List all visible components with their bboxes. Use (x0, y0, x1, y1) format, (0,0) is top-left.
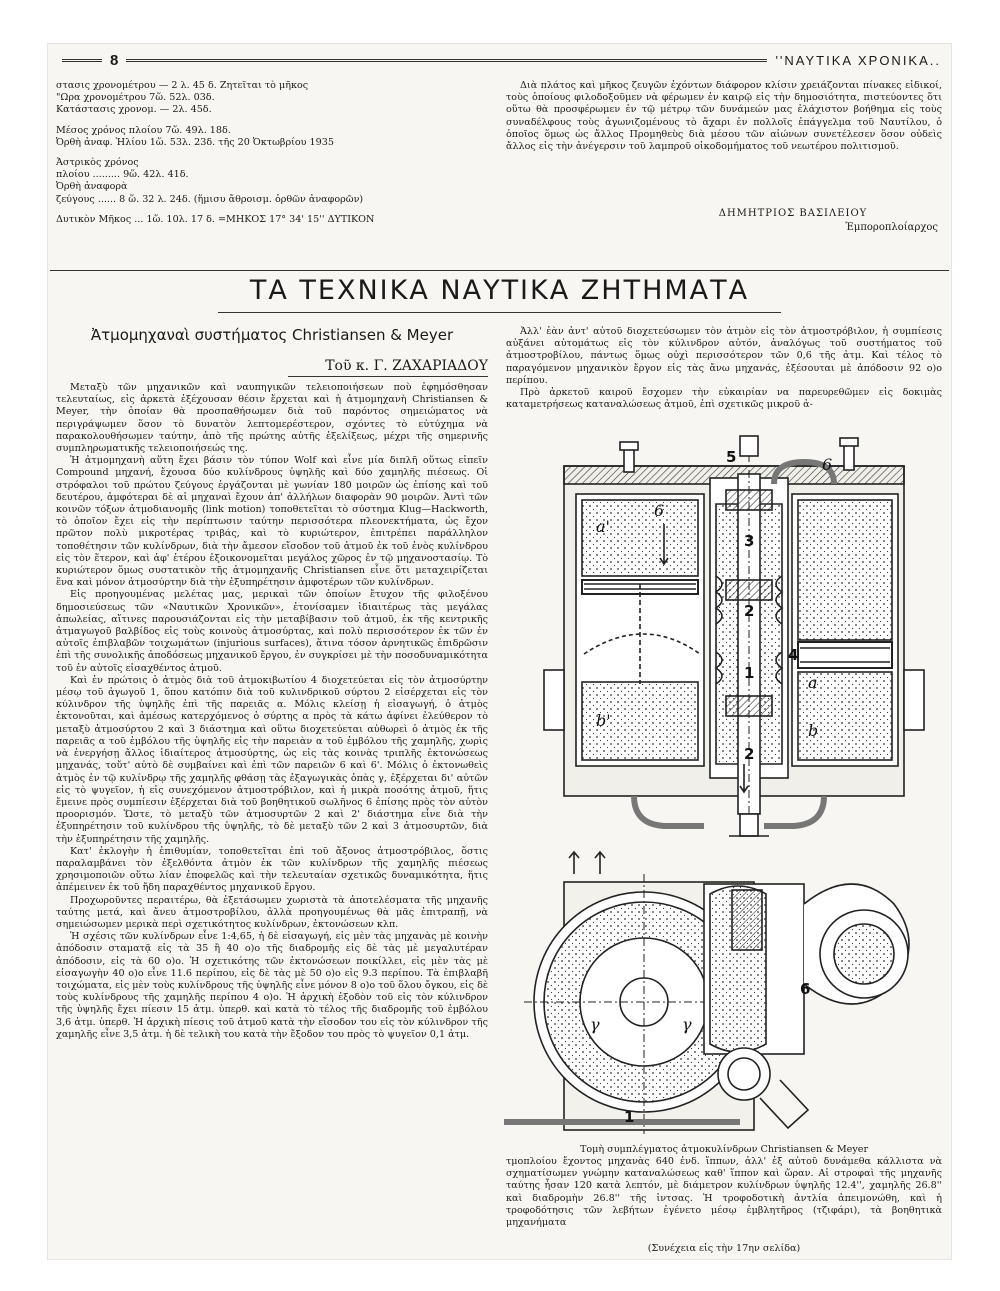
signature-name: ΔΗΜΗΤΡΙΟΣ ΒΑΣΙΛΕΙΟΥ (718, 208, 868, 219)
section-title-underline (218, 312, 781, 313)
data-line: Μέσος χρόνος πλοίου 7ὥ. 49λ. 18δ. (56, 124, 231, 136)
navigation-data-table (56, 80, 496, 226)
article-paragraph: Ἡ σχέσις τῶν κυλίνδρων εἶνε 1:4,65, ἡ δὲ εἰσαγωγή, εἰς μὲν τὰς μηχανὰς μὲ κοινὴν ἀπόδοσιν σταματᾷ εἰς τὰ 35 ἢ 40 ο)ο τῆς διαδρομῆς εἰς δὲ τὰς μὲ μεγαλυτέραν ἀπόδοσιν, εἰς τὰ 60 ο)ο. Ἡ σχετικότης τῶν ἐκτονώσεων ποικίλλει, εἰς μὲν τὰς μὲ εἰσαγωγὴν 40 ο)ο εἶνε 11.6 περίπου, εἰς δὲ τὰς μὲ 50 ο)ο εἰς 9.3 περίπου. Τὰ ἐπιβλαβῆ τοιχώματα, εἰς μὲν τοὺς κυλίνδρους τῆς ὑψηλῆς εἶνε μόνον 8 ο)ο τοῦ ὅλου ὄγκου, εἰς δὲ τοὺς κυλίνδρους τῆς χαμηλῆς περίπου 4 ο)ο. Ἡ ἀρχικὴ ἐξοδὸν τοῦ εἰς τὸν κύλινδρον τῆς ὑψηλῆς ἔχει πίεσιν 15 ἀτμ. ὑπερθ. καὶ κατὰ τὸ τέλος τῆς διαδρομῆς τοῦ ἐμβόλου 3,6 ἀτμ. ὑπερθ. Ἡ ἀρχικὴ πίεσις τοῦ ἀτμοῦ κατὰ τὴν εἴσοδον του εἰς τὸν κύλινδρον τῆς χαμηλῆς εἶνε 3,5 ἀτμ. ἡ δὲ τελικὴ του κατὰ τὴν ἔξοδον του πρὸς τὸ ψυγεῖον 0,1 ἀτμ. (56, 931, 488, 1040)
journal-title: ''ΝΑΥΤΙΚΑ ΧΡΟΝΙΚΑ.. (775, 52, 941, 68)
header-rule (126, 59, 767, 62)
signature-title: Ἐμποροπλοίαρχος (845, 222, 938, 233)
engine-cross-section-figure (504, 434, 949, 1151)
figure-caption: Τομὴ συμπλέγματος ἀτμοκυλίνδρων Christiansen & Meyer (579, 1144, 869, 1155)
label-a: a (808, 673, 818, 692)
continued-note: (Συνέχεια εἰς τὴν 17ην σελίδα) (647, 1243, 801, 1254)
author-rule (288, 376, 488, 377)
article-right-column-top (506, 326, 942, 411)
data-line: Ὀρθὴ ἀναφ. Ἡλίου 1ὥ. 53λ. 23δ. τῆς 20 Ὀκτωβρίου 1935 (56, 136, 334, 148)
label-6-plan: 6 (800, 980, 811, 998)
label-b-prime: b' (596, 711, 611, 730)
data-line: στασις χρονομέτρου — 2 λ. 45 δ. Ζητεῖται τὸ μῆκος (56, 80, 309, 91)
label-1-upper: 1 (744, 664, 755, 682)
label-6-top: 6 (654, 501, 665, 520)
page-number: 8 (110, 51, 119, 69)
label-gamma-right: γ (682, 1015, 692, 1034)
label-3: 3 (744, 532, 755, 550)
label-2-upper: 2 (744, 602, 755, 620)
label-2-lower: 2 (744, 745, 755, 763)
data-line (56, 206, 496, 214)
label-b: b (808, 721, 819, 740)
data-line (56, 149, 496, 157)
data-line: Δυτικὸν Μῆκος ... 1ὥ. 10λ. 17 δ. =ΜΗΚΟΣ 17° 34' 15'' ΔΥΤΙΚΟΝ (56, 213, 375, 225)
article-paragraph: Προχωροῦντες περαιτέρω, θὰ ἐξετάσωμεν χωριστὰ τὰ ἀποτελέσματα τῆς μηχανῆς ταύτης μετά, καὶ ἄνευ ἀτμοστροβίλου, ἀλλὰ προηγουμένως θὰ μᾶς ἐπιτραπῇ, νὰ σημειώσωμεν μερικὰ περὶ σχετικότητος κυλίνδρων, ἐκτονώσεων κλπ. (56, 894, 488, 930)
data-line: Ἀστρικὸς χρόνος (56, 157, 139, 169)
page-header (62, 50, 941, 70)
data-line: "Ωρα χρονομέτρου 7ὥ. 52λ. 03δ. (56, 92, 215, 104)
newspaper-page (48, 44, 951, 1259)
engine-drawing (504, 434, 949, 1139)
article-paragraph: τμοπλοίου ἔχοντος μηχανὰς 640 ἐνδ. ἵππων, ἀλλ' ἐξ αὐτοῦ δυνάμεθα κάλλιστα νὰ σχηματίσωμεν γνώμην καταναλώσεως καθ' ἵππον καὶ ὥραν. Αἱ στροφαὶ τῆς μηχανῆς ταύτης ἦσαν 120 κατὰ λεπτόν, μὲ διάμετρον κυλίνδρων ὑψηλῆς 12.4'', χαμηλῆς 26.8'' καὶ διαδρομὴν 26.8'' τῆς ἰντσας. Ἡ τροφοδοτικὴ ἀντλία ἀπειμονώθη, καὶ ἡ τροφοδότησις τῶν λεβήτων ἐγένετο μέσῳ ἐμβλητῆρος (τζιφάρι), τὰ βοηθητικὰ μηχανήματα (506, 1156, 942, 1229)
article-paragraph: Καὶ ἐν πρώτοις ὁ ἀτμὸς διὰ τοῦ ἀτμοκιβωτίου 4 διοχετεύεται εἰς τὸν ἀτμοσύρτην μέσῳ τοῦ ἀγωγοῦ 1, ὅπου κατόπιν διὰ τοῦ κυλινδρικοῦ σύρτου 2 εἰσέρχεται εἰς τὸν κύλινδρον τῆς ὑψηλῆς ἐπὶ τῆς παρειᾶς α. Μόλις κλείσῃ ἡ εἰσαγωγή, ὁ ἀτμὸς ἐκτονοῦται, καὶ ἀμέσως κατερχόμενος ὁ σύρτης α πρὸς τὰ κάτω ἀφίνει ἐλεύθερον τὸ μεταξὺ ἀτμοσύρτου 2 καὶ 3 διάστημα καὶ οὕτω διοχετεύεται αὐθωρεὶ ὁ ἀτμὸς ἐκ τῆς παρειᾶς α τοῦ ἐμβόλου τῆς ὑψηλῆς εἰς τὴν παρειὰν α τοῦ ἐμβόλου τῆς χαμηλῆς, χωρὶς νὰ ἐνεργήσῃ ἄλλος ἰδιαίτερος ἀτμοσύρτης, ὡς εἰς τὰς κοινὰς τριπλῆς ἐκτονώσεως μηχανάς, τοὔτ' αὐτὸ δὲ συμβαίνει καὶ ἐπὶ τῶν παρειῶν 6 καὶ 6'. Μόλις ὁ ἐκτονωθεὶς ἀτμὸς ἐν τῷ κυλίνδρῳ τῆς χαμηλῆς φθάσῃ τὰς ἐξαγωγικὰς ὀπὰς γ, ἐξέρχεται δι' αὐτῶν εἰς τὸ ψυγεῖον, ἡ εἰς συνεχόμενον ἀτμοστρόβιλον, καὶ ἡ μικρὰ ποσότης ἀτμοῦ, ἥτις ἔμεινε πρὸς συμπίεσιν ἐξέρχεται διὰ τοῦ βοηθητικοῦ σωλῆνος 6 ἐπίσης πρὸς τὸν αὐτὸν προορισμόν. Ὥστε, τὸ μεταξὺ τῶν ἀτμοσυρτῶν 2 καὶ 2' διάστημα εἶνε διὰ τὴν ἐξυπηρέτησιν τοῦ κυλίνδρου τῆς ὑψηλῆς, τὸ δὲ μεταξὺ τῶν 2 καὶ 3 ἀτμοσυρτῶν, διὰ τὴν ἐξυπηρέτησιν τῆς χαμηλῆς. (56, 674, 488, 845)
data-line: πλοίου ......... 9ὥ. 42λ. 41δ. (56, 169, 189, 181)
article-paragraph: Ἀλλ' ἐὰν ἀντ' αὐτοῦ διοχετεύσωμεν τὸν ἀτμὸν εἰς τὸν ἀτμοστρόβιλον, ἡ συμπίεσις αὐξάνει αὐτομάτως εἰς τὸν κύλινδρον αὐτόν, ἀναλόγως τοῦ συστήματος τοῦ ἀτμοστροβίλου, πάντως ὅμως οὐχὶ περισσότερον τῶν 0,6 τῆς ἀτμ. Καὶ τέλος τὸ παραγόμενον μηχανικὸν ἔργον εἰς τὰς ἄνω μηχανάς, ἐξέσουται μὲ ἀπόδοσιν 92 ο)ο περίπου. (506, 326, 942, 386)
data-line: Κατάστασις χρονομ. — 2λ. 45δ. (56, 104, 212, 116)
section-rule (50, 270, 949, 271)
label-5: 5 (726, 448, 737, 466)
top-right-paragraph: Διὰ πλάτος καὶ μῆκος ζευγῶν ἐχόντων διάφορον κλίσιν χρειάζονται πίνακες εἰδικοί, τοὺς ὁποίους φιλοδοξοῦμεν νὰ φέρωμεν ἐν καιρῷ εἰς τὴν δημοσιότητα, πιστεύοντες ὅτι οὕτω θὰ προσφέρωμεν ἐν τῷ μέτρῳ τῶν δυνάμεών μας ἐλάχιστον βοήθημα εἰς τοὺς συναδέλφους τοὺς ἀγωνιζομένους τὸ ἄχαρι ἐν πολλοῖς ἐπάγγελμα τοῦ Ναυτίλου, ὁ ὁποῖος ὅμως ὡς ἄλλος Προμηθεὺς διὰ μέσου τῶν αἰώνων συνετέλεσεν ὅσον οὐδεὶς ἄλλος εἰς τὴν ἀνέγερσιν τοῦ λαμπροῦ οἰκοδομήματος τοῦ νεωτέρου πολιτισμοῦ. (506, 80, 942, 153)
label-4: 4 (788, 646, 799, 664)
article-left-column (56, 382, 488, 1041)
label-a-prime: a' (596, 517, 610, 536)
data-line: ζεύγους ...... 8 ὥ. 32 λ. 24δ. (ἥμισυ ἄθροισμ. ὀρθῶν ἀναφορῶν) (56, 193, 364, 205)
article-paragraph: Εἰς προηγουμένας μελέτας μας, μερικαὶ τῶν ὁποίων ἔτυχον τῆς φιλοξένου δημοσιεύσεως τῶν «Ναυτικῶν Χρονικῶν», ἐτονίσαμεν ἰδιαιτέρως τὰς μεγάλας ἀπωλείας, αἵτινες παρουσιάζονται εἰς τὴν μεταβίβασιν τοῦ ἀτμοῦ, ἐκ τῆς κεντρικῆς ἀτμαγωγοῦ βαλβίδος εἰς τοὺς κοινοὺς ἀτμοσύρτας, καὶ πολὺ περισσότερον ἐκ τῶν ἐν αὐτοῖς ἐπιβλαβῶν τοιχωμάτων (injurious surfaces), ἅτινα τόσον ἀρνητικῶς ἐπιδρῶσιν ἐπὶ τῆς συνολικῆς ἀποδόσεως μηχανικοῦ ἔργου, ἐν συγκρίσει μὲ τὴν ποσοδυναμικότητα τοῦ ἐν αὐτοῖς εἰσαχθέντος ἀτμοῦ. (56, 589, 488, 674)
article-paragraph: Κατ' ἐκλογὴν ἡ ἐπιθυμίαν, τοποθετεῖται ἐπὶ τοῦ ἄξονος ἀτμοστρόβιλος, ὅστις παραλαμβάνει τὸν ἐξελθόντα ἀτμὸν ἐκ τῶν κυλίνδρων τῆς χαμηλῆς πιέσεως χρησιμοποιῶν οὕτω λίαν ἐποφελῶς καὶ τὴν τελευταίαν σχετικῶς δυναμικότητα, ἥτις ἀπέμεινεν ἐκ τοῦ ἤδη παραχθέντος μηχανικοῦ ἔργου. (56, 845, 488, 894)
section-title: ΤΑ ΤΕΧΝΙΚΑ ΝΑΥΤΙΚΑ ΖΗΤΗΜΑΤΑ (249, 275, 750, 306)
article-paragraph: Ἡ ἀτμομηχανὴ αὕτη ἔχει βάσιν τὸν τύπον Wolf καὶ εἶνε μία διπλῆ οὕτως εἰπεῖν Compound μηχανή, ἔχουσα δύο κυλίνδρους ὑψηλῆς καὶ δύο χαμηλῆς πιέσεως. Οἱ στρόφαλοι τοῦ πρώτου ζεύγους ἐργάζονται μὲ γωνίαν 180 μοιρῶν ὡς ἐπίσης καὶ τοῦ δευτέρου, ἀμφότεραι δὲ αἱ μηχαναὶ ἔχουν ἀπ' ἀλλήλων διαφορὰν 90 μοιρῶν. Ἀντὶ τῶν κοινῶν τόξων ἀτμοδιανομῆς (link motion) τοποθετεῖται τὸ σύστημα Klug—Hackworth, τὸ ὁποῖον ἔχει εἰς τὴν περίπτωσιν ταύτην περισσότερα πλεονεκτήματα, ὡς ἔχον πρῶτον πολὺ μικροτέρας τριβάς, καὶ τὸ κυριώτερον, ἐπιτρέπει παράλληλον τοποθέτησιν τῶν κυλίνδρων, διὰ τὴν ἄμεσον εἴσοδον τοῦ ἀτμοῦ ἐκ τοῦ ἑνὸς κυλίνδρου εἰς τὸν ἕτερον, καὶ ἀφ' ἑτέρου ἐξοικονομεῖται μεγάλος χῶρος ἐν τῷ μηχανοστασίῳ. Τὸ κυριώτερον ὅμως συστατικὸν τῆς ἀτμομηχανῆς Christiansen εἶνε ὅτι μεταχειρίζεται ἕνα καὶ μόνον ἀτμοσύρτην διὰ τὴν ἐξυπηρέτησιν ἀμφοτέρων τῶν κυλίνδρων. (56, 455, 488, 589)
article-author: Τοῦ κ. Γ. ΖΑΧΑΡΙΑΔΟΥ (325, 358, 488, 374)
top-right-text (506, 80, 942, 153)
data-line: Ὀρθὴ ἀναφορὰ (56, 181, 128, 193)
label-gamma-left: γ (590, 1015, 600, 1034)
data-line (56, 117, 496, 125)
article-right-column-bottom (506, 1156, 942, 1229)
header-rule-left (62, 59, 102, 62)
article-subtitle: Ἀτμομηχαναὶ συστήματος Christiansen & Meyer (90, 326, 454, 344)
label-1-plan: 1 (624, 1108, 635, 1126)
article-paragraph: Πρὸ ἀρκετοῦ καιροῦ ἔσχομεν τὴν εὐκαιρίαν να παρευρεθῶμεν εἰς δοκιμὰς καταμετρήσεως καταναλώσεως ἀτμοῦ, ἐπὶ σχετικῶς μικροῦ ἀ- (506, 387, 942, 411)
label-6-top-right: 6 (822, 455, 833, 474)
article-paragraph: Μεταξὺ τῶν μηχανικῶν καὶ ναυπηγικῶν τελειοποιήσεων ποὺ ἐφημόσθησαν τελευταίως, εἰς ἀρκετὰ ἐξέχουσαν θέσιν ἔρχεται καὶ ἡ ἀτμομηχανὴ Christiansen & Meyer, τὴν ὁποίαν θὰ προσπαθήσωμεν διὰ τοῦ παρόντος σημειώματος νὰ περιγράψωμεν ὅσον τὸ δυνατὸν λεπτομερέστερον, σχόντες τὸ εὐτύχημα νὰ παρακολουθήσωμεν ταύτην, ἀπὸ τῆς πρώτης αὐτῆς ἐξελίξεως, μέχρι τῆς σημερινῆς συμπληρωματικῆς τελειοποιήσεώς της. (56, 382, 488, 455)
